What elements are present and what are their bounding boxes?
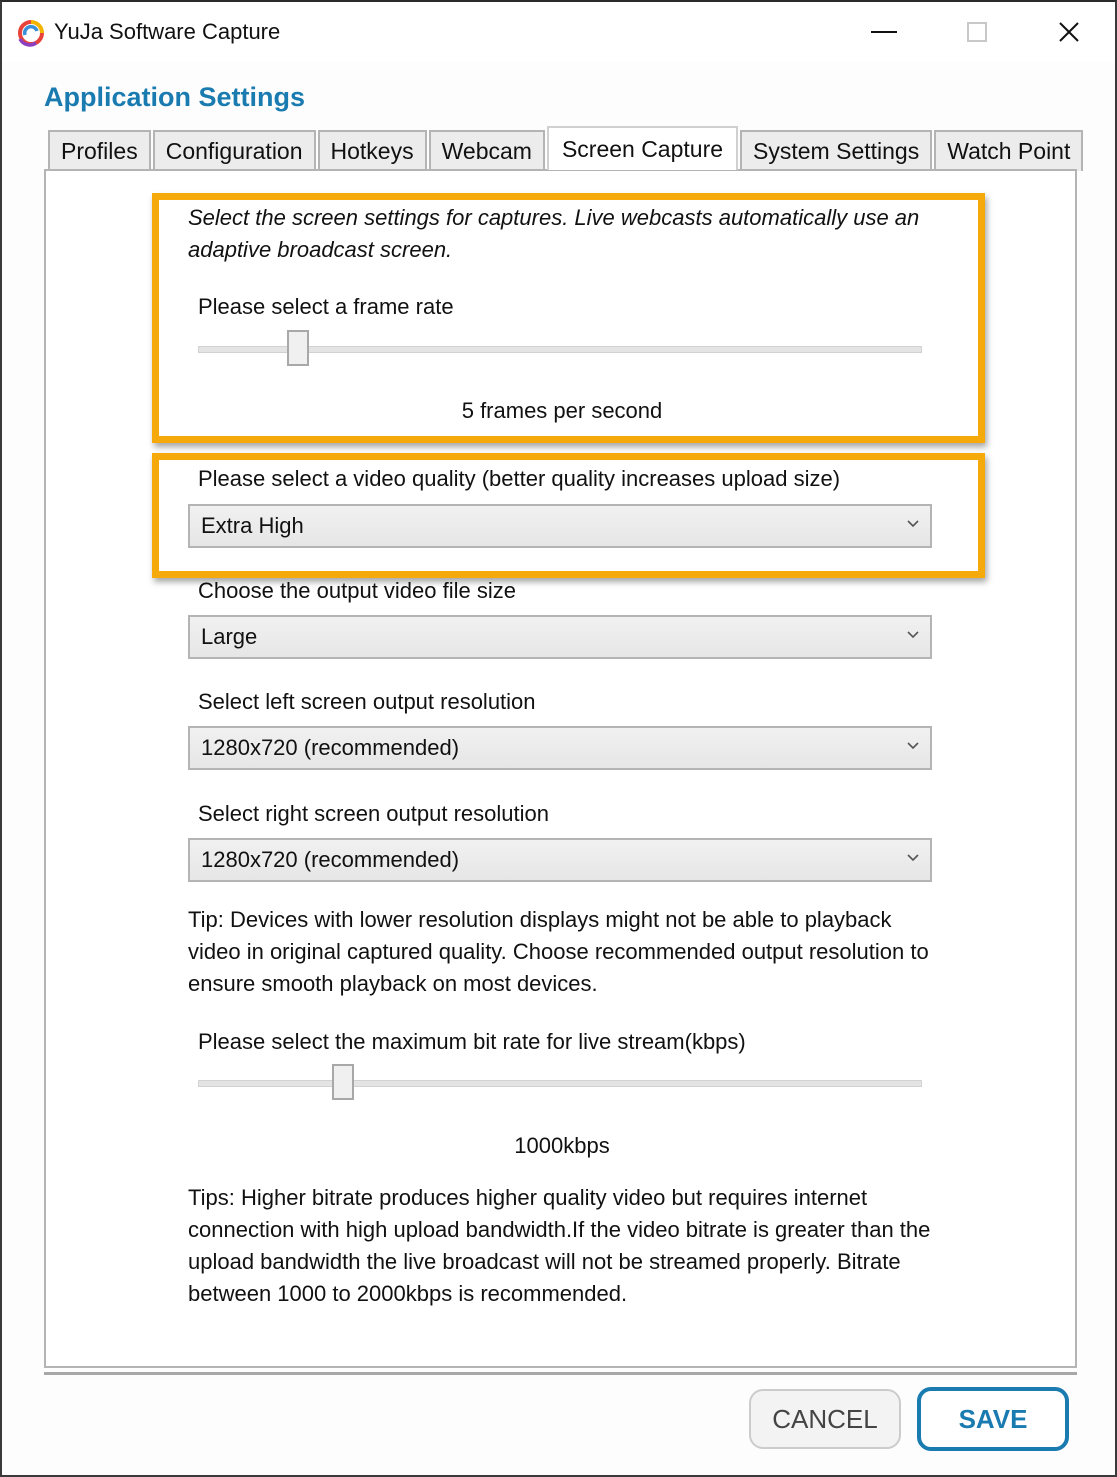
file-size-label: Choose the output video file size [198, 578, 516, 603]
tab-system-settings[interactable]: System Settings [740, 130, 932, 171]
intro-text: Select the screen settings for captures. Live webcasts automatically use an adaptive broadcast screen. [188, 205, 920, 262]
frame-rate-value: 5 frames per second [461, 398, 663, 423]
bitrate-slider-track [198, 1080, 922, 1087]
settings-tabs [48, 129, 1085, 171]
right-resolution-value: 1280x720 (recommended) [201, 847, 460, 872]
chevron-down-icon [906, 628, 920, 642]
frame-rate-slider-thumb[interactable] [287, 330, 309, 366]
yuja-logo-icon [16, 19, 46, 47]
bitrate-slider-thumb[interactable] [332, 1064, 354, 1100]
left-resolution-select[interactable] [188, 726, 932, 770]
maximize-button[interactable] [957, 14, 997, 50]
frame-rate-slider[interactable] [198, 330, 922, 370]
chevron-down-icon [906, 739, 920, 753]
tab-screen-capture[interactable]: Screen Capture [547, 126, 738, 170]
right-resolution-select[interactable] [188, 838, 932, 882]
close-icon [1057, 20, 1081, 44]
bitrate-tip: Tips: Higher bitrate produces higher quality video but requires internet connection with high upload bandwidth.If the video bitrate is greater than the upload bandwidth the live broadcast will not be streamed properly. Bitrate between 1000 to 2000kbps is recommended. [188, 1185, 931, 1306]
chevron-down-icon [906, 517, 920, 531]
tab-profiles[interactable]: Profiles [48, 130, 151, 171]
video-quality-label: Please select a video quality (better quality increases upload size) [198, 466, 841, 491]
resolution-tip: Tip: Devices with lower resolution displays might not be able to playback video in original captured quality. Choose recommended output resolution to ensure smooth playback on most devices. [188, 907, 929, 996]
window-title: YuJa Software Capture [54, 19, 281, 44]
bitrate-slider[interactable] [198, 1064, 922, 1104]
minimize-button[interactable] [864, 14, 904, 50]
tab-hotkeys[interactable]: Hotkeys [318, 130, 427, 171]
file-size-value: Large [201, 624, 258, 649]
tab-webcam[interactable]: Webcam [429, 130, 545, 171]
bitrate-label: Please select the maximum bit rate for live stream(kbps) [198, 1029, 746, 1054]
cancel-button[interactable]: CANCEL [749, 1389, 901, 1449]
video-quality-select[interactable] [188, 504, 932, 548]
maximize-icon [967, 22, 987, 42]
right-resolution-label: Select right screen output resolution [198, 801, 549, 826]
footer-divider [44, 1372, 1077, 1375]
title-bar[interactable] [2, 2, 1115, 62]
frame-rate-label: Please select a frame rate [198, 294, 454, 319]
bitrate-value: 1000kbps [514, 1133, 610, 1158]
close-button[interactable] [1049, 14, 1089, 50]
page-title: Application Settings [44, 82, 306, 112]
file-size-select[interactable] [188, 615, 932, 659]
tab-configuration[interactable]: Configuration [153, 130, 316, 171]
left-resolution-value: 1280x720 (recommended) [201, 735, 460, 760]
chevron-down-icon [906, 851, 920, 865]
tab-watch-point[interactable]: Watch Point [934, 130, 1083, 171]
minimize-icon [871, 31, 897, 33]
save-button[interactable]: SAVE [917, 1387, 1069, 1451]
left-resolution-label: Select left screen output resolution [198, 689, 536, 714]
video-quality-value: Extra High [201, 513, 304, 538]
